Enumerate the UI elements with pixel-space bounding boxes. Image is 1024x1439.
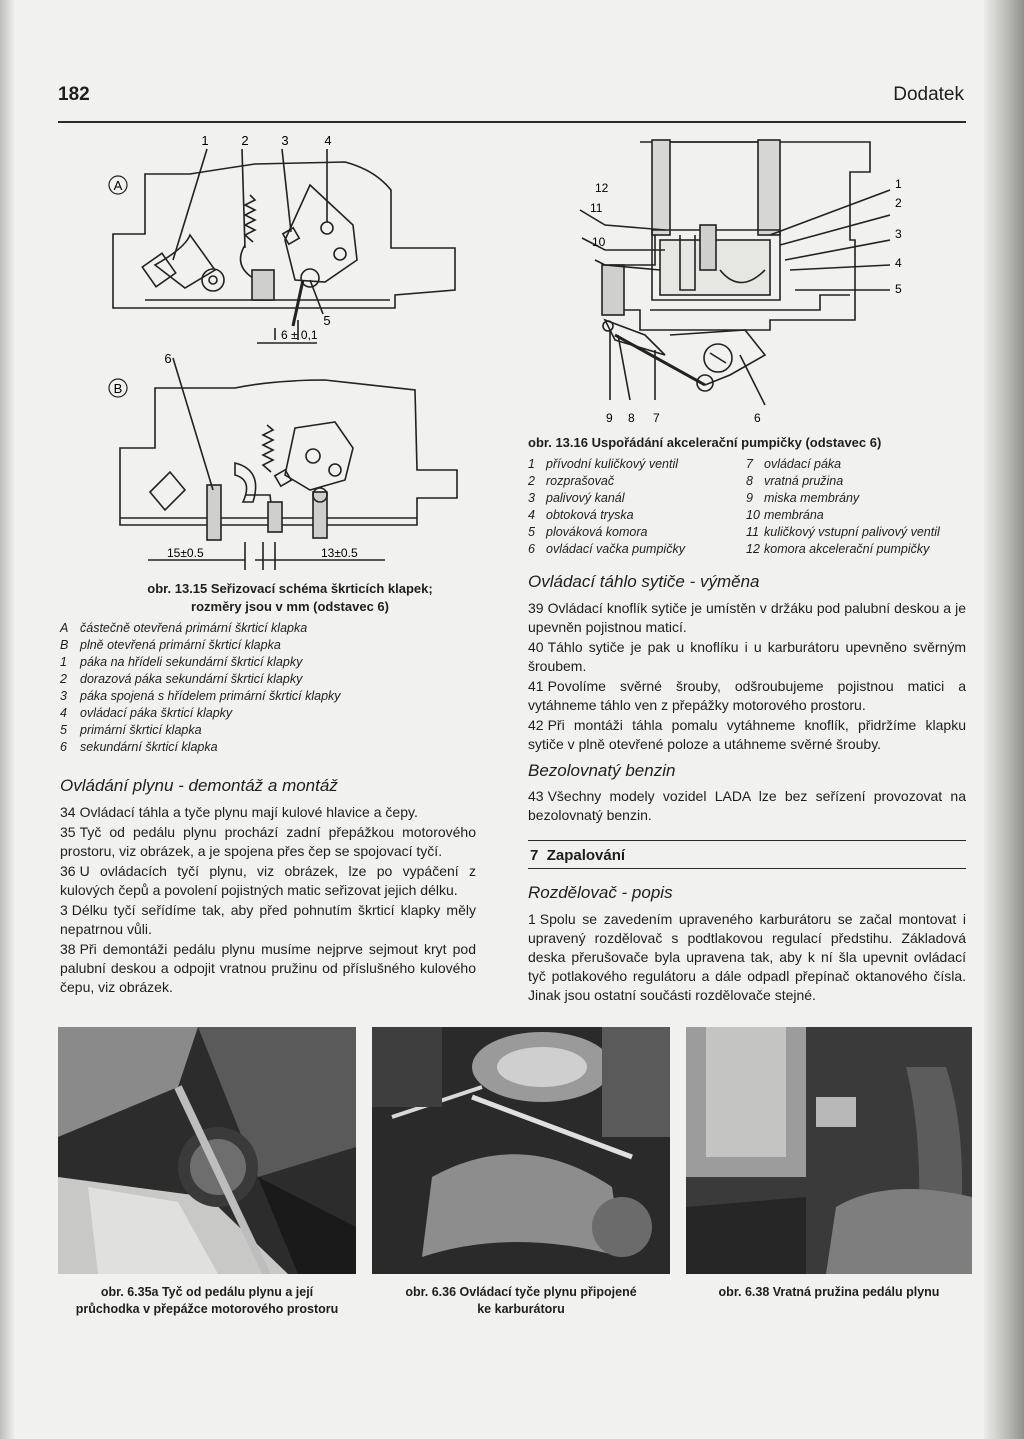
callout-9: 9 (606, 411, 613, 425)
legend-text: sekundární škrticí klapka (80, 740, 218, 754)
paragraph-text: Ovládací knoflík sytiče je umístěn v držáku pod palubní deskou a je upevněn pojistnou maticí. (528, 600, 966, 635)
paragraph-text: Všechny modely vozidel LADA lze bez seřízení provozovat na bezolovnatý benzin. (528, 788, 966, 823)
photo-accelerator-return-spring (686, 1027, 972, 1274)
section-heading-throttle: Ovládání plynu - demontáž a montáž (60, 776, 338, 795)
legend-text: vratná pružina (764, 474, 844, 488)
dimension-a: 6 ± 0,1 (281, 328, 318, 342)
legend-text: rozprašovač (546, 474, 615, 488)
legend-row (60, 739, 480, 756)
legend-key: 7 (746, 457, 753, 471)
callout-8: 8 (628, 411, 635, 425)
page-number: 182 (58, 84, 90, 105)
legend-text: páka na hřídeli sekundární škrticí klapky (80, 655, 303, 669)
photo-caption-line: obr. 6.35a Tyč od pedálu plynu a její (100, 1285, 314, 1299)
callout-4: 4 (324, 133, 332, 148)
callout-5: 5 (323, 313, 331, 328)
callout-10: 10 (592, 235, 606, 249)
paragraph-text: Při demontáži pedálu plynu musíme nejprve sejmout kryt pod palubní deskou a odpojit vratnou pružinu od příslušného kulového čepu, viz obrázek. (60, 941, 476, 995)
legend-text: membrána (764, 508, 824, 522)
legend-row (60, 637, 480, 654)
callout-r5: 5 (895, 282, 902, 296)
legend-row (528, 524, 968, 541)
section-heading-unleaded: Bezolovnatý benzin (528, 761, 676, 780)
photo-illustration-3 (686, 1027, 972, 1274)
legend-text: částečně otevřená primární škrticí klapka (80, 621, 308, 635)
caption-line-2: rozměry jsou v mm (odstavec 6) (191, 598, 389, 614)
unleaded-text-block (528, 787, 966, 826)
dimension-b-left: 15±0.5 (167, 546, 204, 560)
legend-key: 9 (746, 491, 753, 505)
paragraph-text: Při montáži táhla pomalu vytáhneme knoflík, přidržíme klapku sytiče v plně otevřené poloze a utáhneme svěrné šrouby. (528, 717, 966, 752)
header-rule (58, 121, 966, 123)
legend-row (528, 541, 968, 558)
paragraph-number: 3 (60, 902, 68, 918)
callout-r4: 4 (895, 256, 902, 270)
legend-key: 12 (746, 542, 760, 556)
figure-13-16-diagram (570, 130, 910, 430)
chapter-rule-bottom (528, 868, 966, 869)
photo-throttle-rods-carburettor (372, 1027, 670, 1274)
paragraph (528, 910, 966, 1005)
callout-3: 3 (281, 133, 289, 148)
legend-key: 2 (60, 672, 67, 686)
paragraph-text: Spolu se zavedením upraveného karburátoru se začal montovat i upravený rozdělovač s podtlakovou regulací předstihu. Základová deska přerušovače byla upravena tak, aby k ní šla upevnit ovládací tyč potlakového regulátoru a dále odpadl přepínač oktanového čísla. Jinak jsou ostatní součásti rozdělovače stejné. (528, 911, 966, 1003)
paragraph-number: 36 (60, 863, 76, 879)
photo-illustration-1 (58, 1027, 356, 1274)
chapter-title: Zapalování (546, 847, 626, 864)
paragraph (60, 940, 476, 997)
running-title: Dodatek (893, 84, 964, 105)
paragraph-number: 35 (60, 824, 76, 840)
figure-13-16-legend (528, 456, 968, 558)
callout-11: 11 (590, 201, 603, 215)
callout-6: 6 (164, 351, 172, 366)
photo-illustration-2 (372, 1027, 670, 1274)
legend-text: ovládací páka (764, 457, 842, 471)
paragraph-text: Povolíme svěrné šrouby, odšroubujeme pojistnou matici a vytáhneme táhlo ven z přepážky motorového prostoru. (528, 678, 966, 713)
paragraph-text: Ovládací táhla a tyče plynu mají kulové hlavice a čepy. (79, 804, 418, 820)
photo-accelerator-rod-bulkhead (58, 1027, 356, 1274)
legend-row (60, 688, 480, 705)
legend-row (528, 456, 968, 473)
legend-key: 2 (528, 474, 535, 488)
callout-1: 1 (201, 133, 209, 148)
legend-key: 10 (746, 508, 760, 522)
page-edge-right (984, 0, 1024, 1439)
legend-text: primární škrticí klapka (80, 723, 202, 737)
legend-key: 1 (60, 655, 67, 669)
paragraph-number: 41 (528, 678, 544, 694)
legend-text: přívodní kuličkový ventil (546, 457, 679, 471)
paragraph (60, 803, 476, 822)
paragraph-number: 43 (528, 788, 544, 804)
paragraph-number: 1 (528, 911, 536, 927)
paragraph-number: 38 (60, 941, 76, 957)
chapter-number: 7 (530, 847, 539, 864)
choke-text-block (528, 599, 966, 755)
legend-key: 5 (60, 723, 67, 737)
legend-key: 6 (60, 740, 67, 754)
callout-2: 2 (241, 133, 249, 148)
legend-key: 8 (746, 474, 753, 488)
caption-line-1: obr. 13.15 Seřizovací schéma škrticích klapek; (147, 581, 433, 596)
chapter-rule-top (528, 840, 966, 841)
legend-text: kuličkový vstupní palivový ventil (764, 525, 940, 539)
legend-text: ovládací páka škrticí klapky (80, 706, 233, 720)
chapter-heading (530, 847, 625, 864)
paragraph-number: 34 (60, 804, 76, 820)
paragraph (528, 677, 966, 715)
callout-r3: 3 (895, 227, 902, 241)
paragraph-text: Tyč od pedálu plynu prochází zadní přepážkou motorového prostoru, viz obrázek, a je spojena přes čep se spojovací tyčí. (60, 824, 476, 859)
paragraph-text: Táhlo sytiče je pak u knoflíku i u karburátoru upevněno svěrným šroubem. (528, 639, 966, 674)
legend-text: páka spojená s hřídelem primární škrticí klapky (80, 689, 341, 703)
distributor-text-block (528, 910, 966, 1006)
photo-caption-line: ke karburátoru (477, 1302, 565, 1316)
throttle-text-block (60, 803, 476, 998)
paragraph-text: Délku tyčí seřídíme tak, aby před pohnutím škrticí klapky měly nepatrnou vůli. (60, 902, 476, 937)
dimension-b-right: 13±0.5 (321, 546, 358, 560)
callout-r2: 2 (895, 196, 902, 210)
page-edge-left (0, 0, 14, 1439)
figure-13-15-caption (100, 580, 480, 615)
view-a-label: A (113, 178, 123, 193)
callout-r1: 1 (895, 177, 902, 191)
paragraph (528, 638, 966, 676)
paragraph (60, 823, 476, 861)
legend-text: miska membrány (764, 491, 860, 505)
legend-row (60, 722, 480, 739)
legend-key: A (60, 621, 69, 635)
paragraph (528, 599, 966, 637)
legend-row (60, 620, 480, 637)
legend-text: obtoková tryska (546, 508, 634, 522)
photo-caption-3 (686, 1284, 972, 1301)
figure-13-16-caption: obr. 13.16 Uspořádání akcelerační pumpičky (odstavec 6) (528, 435, 882, 450)
paragraph (60, 862, 476, 900)
legend-key: 6 (528, 542, 535, 556)
legend-key: 1 (528, 457, 535, 471)
view-b-label: B (113, 381, 123, 396)
legend-text: dorazová páka sekundární škrticí klapky (80, 672, 303, 686)
legend-text: plováková komora (546, 525, 648, 539)
legend-row (528, 507, 968, 524)
section-heading-distributor: Rozdělovač - popis (528, 883, 673, 902)
legend-row (60, 671, 480, 688)
section-heading-choke: Ovládací táhlo sytiče - výměna (528, 572, 760, 591)
photo-caption-1 (58, 1284, 356, 1318)
callout-7: 7 (653, 411, 660, 425)
figure-13-15-legend (60, 620, 480, 756)
legend-row (60, 654, 480, 671)
legend-key: 4 (528, 508, 535, 522)
legend-key: 3 (528, 491, 535, 505)
paragraph-number: 40 (528, 639, 544, 655)
legend-text: plně otevřená primární škrticí klapka (80, 638, 281, 652)
photo-caption-line: obr. 6.38 Vratná pružina pedálu plynu (718, 1285, 940, 1299)
paragraph-number: 39 (528, 600, 544, 616)
photo-caption-2 (372, 1284, 670, 1318)
legend-text: palivový kanál (546, 491, 625, 505)
legend-key: 11 (746, 525, 759, 539)
callout-6: 6 (754, 411, 761, 425)
photo-caption-line: průchodka v přepážce motorového prostoru (75, 1302, 339, 1316)
legend-row (60, 705, 480, 722)
legend-text: komora akcelerační pumpičky (764, 542, 930, 556)
photo-caption-line: obr. 6.36 Ovládací tyče plynu připojené (405, 1285, 637, 1299)
paragraph-number: 42 (528, 717, 544, 733)
legend-key: 3 (60, 689, 67, 703)
figure-13-15-diagram (95, 130, 470, 570)
legend-row (528, 490, 968, 507)
paragraph (528, 716, 966, 754)
paragraph (60, 901, 476, 939)
paragraph-text: U ovládacích tyčí plynu, viz obrázek, lze po vypáčení z kulových čepů a povolení pojistných matic seřizovat jejich délku. (60, 863, 476, 898)
paragraph (528, 787, 966, 825)
legend-key: B (60, 638, 69, 652)
legend-key: 5 (528, 525, 535, 539)
legend-row (528, 473, 968, 490)
legend-text: ovládací vačka pumpičky (546, 542, 685, 556)
callout-12: 12 (595, 181, 609, 195)
legend-key: 4 (60, 706, 67, 720)
